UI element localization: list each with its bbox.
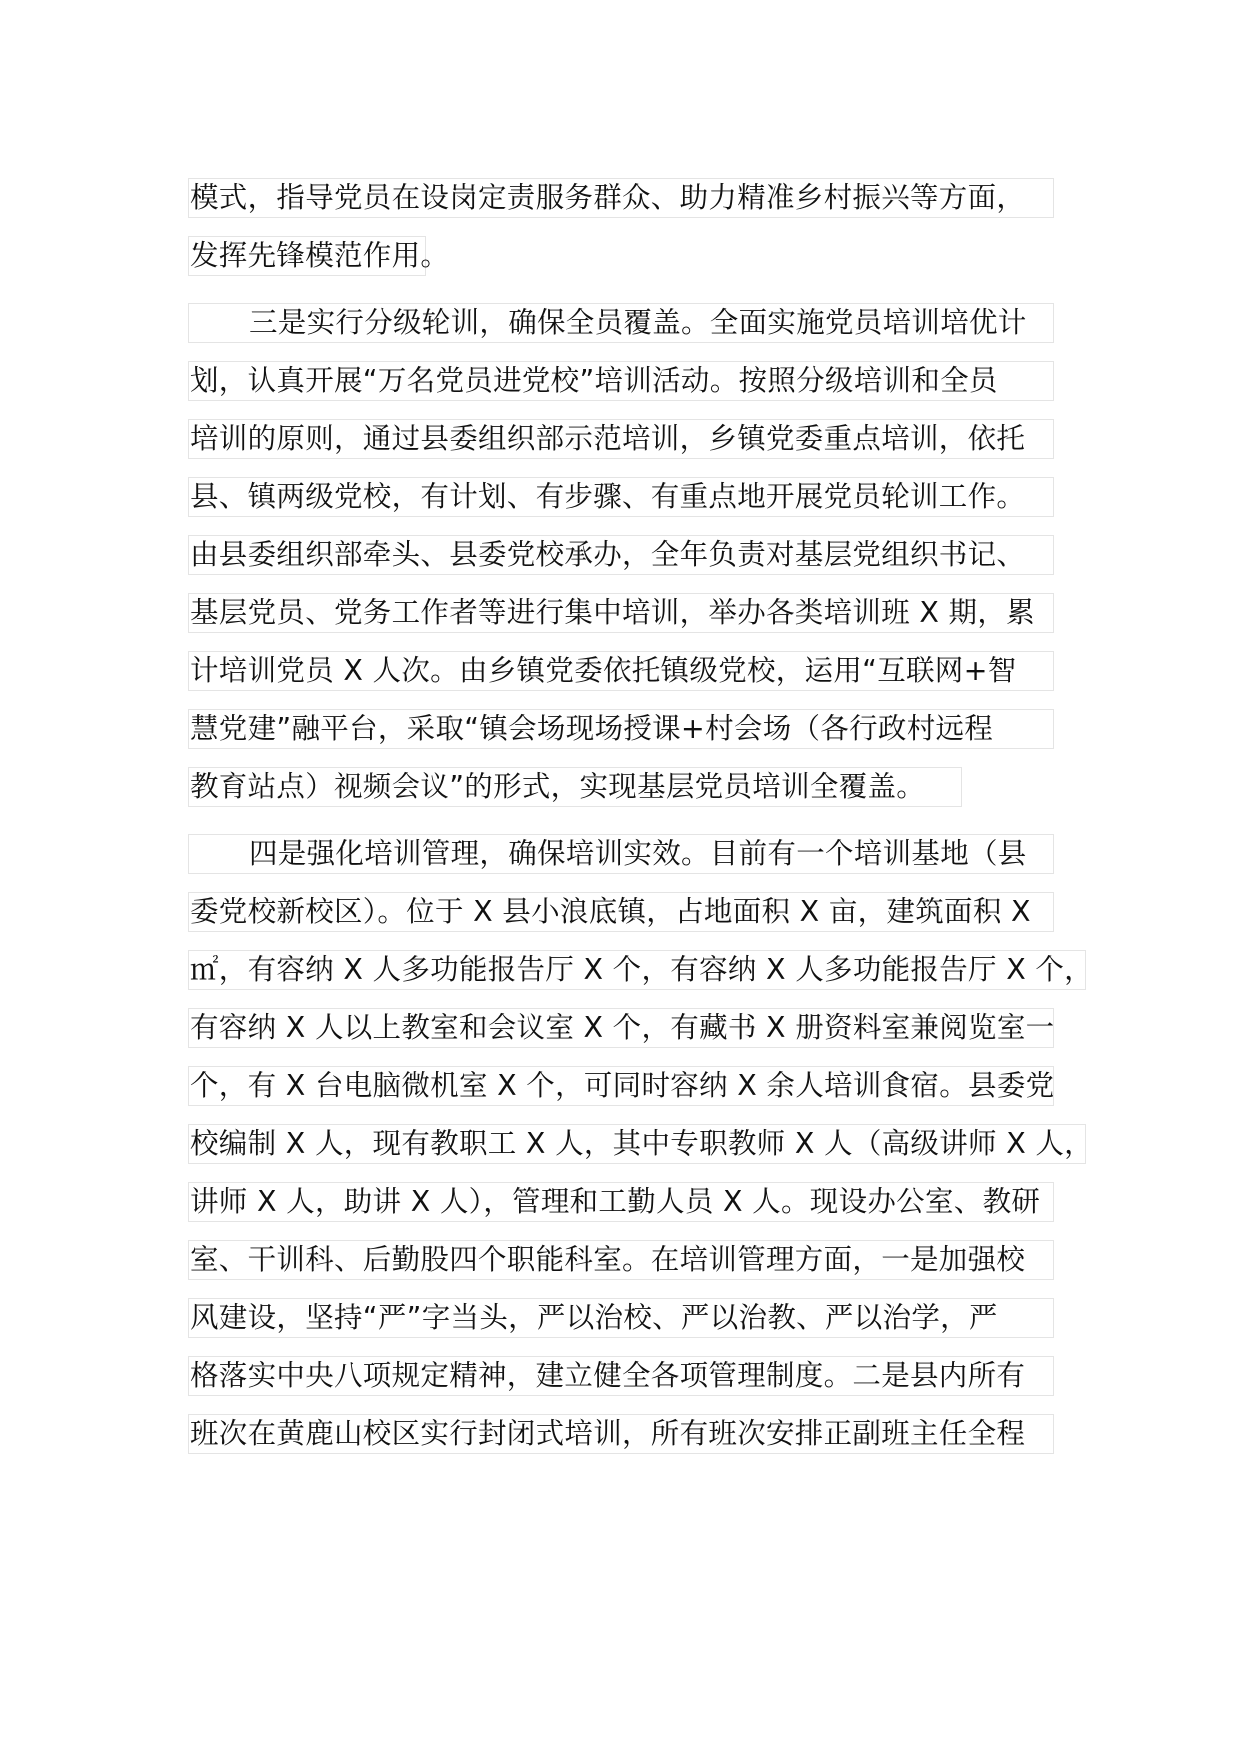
text-line: 教育站点）视频会议”的形式，实现基层党员培训全覆盖。 <box>188 767 962 807</box>
text-line: 县、镇两级党校，有计划、有步骤、有重点地开展党员轮训工作。 <box>188 477 1054 517</box>
text-line: 慧党建”融平台，采取“镇会场现场授课+村会场（各行政村远程 <box>188 709 1054 749</box>
text-line: 风建设，坚持“严”字当头，严以治校、严以治教、严以治学，严 <box>188 1298 1054 1338</box>
text-line: 发挥先锋模范作用。 <box>188 236 426 276</box>
text-line: 计培训党员 X 人次。由乡镇党委依托镇级党校，运用“互联网+智 <box>188 651 1054 691</box>
text-line: 室、干训科、后勤股四个职能科室。在培训管理方面，一是加强校 <box>188 1240 1054 1280</box>
text-line: 培训的原则，通过县委组织部示范培训，乡镇党委重点培训，依托 <box>188 419 1054 459</box>
text-line: 模式，指导党员在设岗定责服务群众、助力精准乡村振兴等方面， <box>188 178 1054 218</box>
text-line: 格落实中央八项规定精神，建立健全各项管理制度。二是县内所有 <box>188 1356 1054 1396</box>
text-line: 划，认真开展“万名党员进党校”培训活动。按照分级培训和全员 <box>188 361 1054 401</box>
paragraph-4-first-line: 四是强化培训管理，确保培训实效。目前有一个培训基地（县 <box>188 834 1054 874</box>
text-line: 校编制 X 人，现有教职工 X 人，其中专职教师 X 人（高级讲师 X 人， <box>188 1124 1086 1164</box>
text-line: ㎡，有容纳 X 人多功能报告厅 X 个，有容纳 X 人多功能报告厅 X 个， <box>188 950 1086 990</box>
text-line: 基层党员、党务工作者等进行集中培训，举办各类培训班 X 期，累 <box>188 593 1054 633</box>
text-line: 个，有 X 台电脑微机室 X 个，可同时容纳 X 余人培训食宿。县委党 <box>188 1066 1054 1106</box>
text-line: 讲师 X 人，助讲 X 人），管理和工勤人员 X 人。现设办公室、教研 <box>188 1182 1054 1222</box>
text-line: 有容纳 X 人以上教室和会议室 X 个，有藏书 X 册资料室兼阅览室一 <box>188 1008 1054 1048</box>
paragraph-3-first-line: 三是实行分级轮训，确保全员覆盖。全面实施党员培训培优计 <box>188 303 1054 343</box>
text-line: 委党校新校区）。位于 X 县小浪底镇，占地面积 X 亩，建筑面积 X <box>188 892 1054 932</box>
text-line: 由县委组织部牵头、县委党校承办，全年负责对基层党组织书记、 <box>188 535 1054 575</box>
text-line: 班次在黄鹿山校区实行封闭式培训，所有班次安排正副班主任全程 <box>188 1414 1054 1454</box>
